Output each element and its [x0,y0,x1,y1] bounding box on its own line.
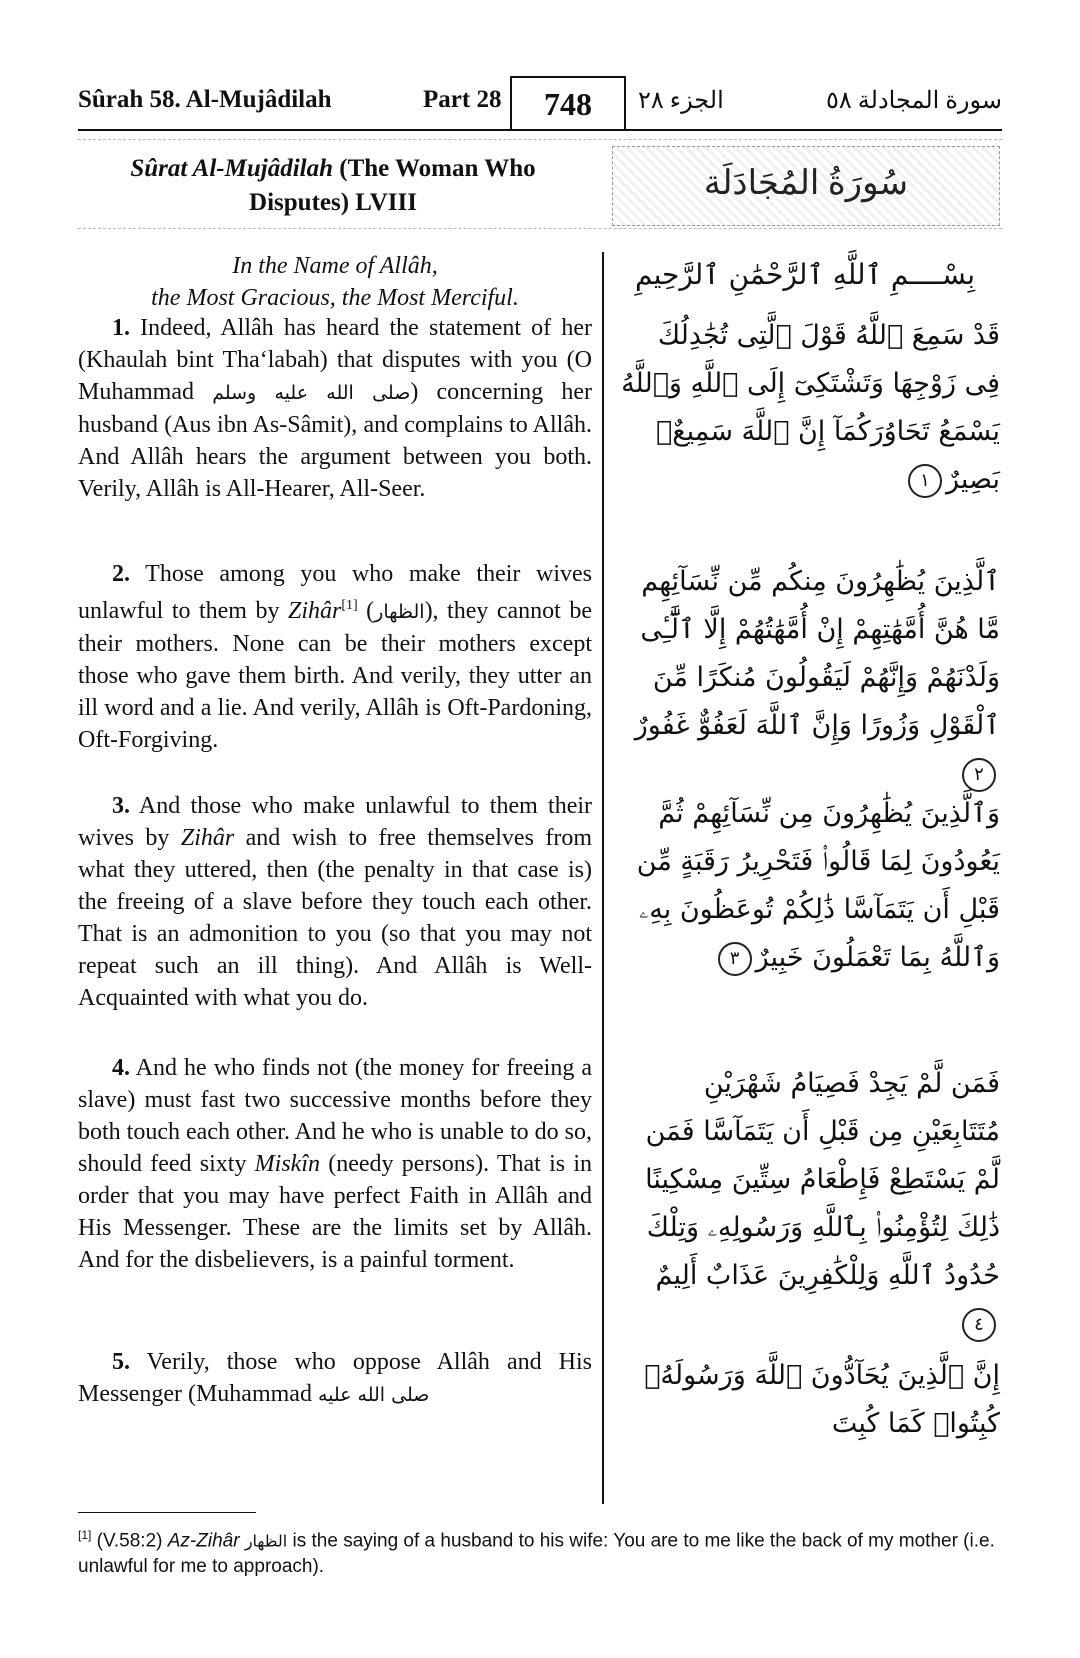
footnote-lead: (V.58:2) [91,1530,168,1552]
verse-arabic-text: ٱلَّذِينَ يُظَٰهِرُونَ مِنكُم مِّن نِّسَآئِهِم مَّا هُنَّ أُمَّهَٰتِهِمْ إِنْ أُمَّهَٰتُهُمْ إِلَّا ٱلَّٰٓـِٔى وَلَدْنَهُمْ وَإِنَّهُمْ لَيَقُولُونَ مُنكَرًا مِّنَ ٱلْقَوْلِ وَزُورًا وَإِنَّ ٱللَّهَ لَعَفُوٌّ غَفُورٌ [634,566,1000,741]
verse-3-arabic [620,790,1000,982]
header-part: Part 28 [423,86,502,113]
term-arabic: الظهار [374,601,425,623]
title-top-border [78,139,1002,140]
footnote-term: Az-Zihâr [167,1530,240,1552]
term-italic: Zihâr [180,825,235,851]
surah-calligraphy: سُورَةُ المُجَادَلَة [703,165,909,202]
header-rule [78,129,1002,131]
surah-title-rest: (The Woman Who Disputes) LVIII [249,155,536,216]
basmala-english-line2: the Most Gracious, the Most Merciful. [151,285,519,311]
footnote-reference[interactable]: [1] [341,598,358,613]
ayah-number-marker: ٣ [718,942,752,976]
ayah-number-marker: ١ [908,464,942,498]
ayah-number-marker: ٤ [962,1308,996,1342]
verse-2-arabic [620,558,1000,798]
page-number: 748 [510,76,626,130]
verse-text: And he who finds not (the money for freeing a slave) must fast two successive months before they both touch each other. And he who is unable to do so, should feed sixty [78,1055,592,1177]
verse-text: Indeed, Allâh has heard the statement of her (Khaulah bint Tha‘labah) that disputes with you (O Muhammad [78,315,592,405]
salutation-arabic: صلى الله عليه [317,1384,430,1406]
basmala-english-line1: In the Name of Allâh, [232,253,438,279]
verse-4-english [78,1052,592,1276]
basmala-english [78,250,592,314]
footnote-marker: [1] [78,1528,92,1542]
footnote [78,1522,1002,1580]
verse-5-arabic [620,1352,1000,1448]
header-surah-title: Sûrah 58. Al-Mujâdilah [78,86,332,113]
verse-text: And those who make unlawful to them their wives by [78,793,592,851]
verse-1-english [78,312,592,505]
verse-number: 5. [112,1349,130,1375]
verse-text: ) concerning her husband (Aus ibn As-Sâmit), and complains to Allâh. And Allâh hears the argument between you both. Verily, Allâh is All-Hearer, All-Seer. [78,379,592,502]
verse-text: Verily, those who oppose Allâh and His Messenger (Muhammad [78,1349,592,1407]
footnote-term-arabic: الظهار [244,1531,288,1551]
page-header [78,80,1002,130]
verse-arabic-text: إِنَّ ٱلَّذِينَ يُحَآدُّونَ ٱللَّهَ وَرَسُولَهُۥ كُبِتُوا۟ كَمَا كُبِتَ [644,1360,1000,1439]
basmala-arabic: بِسْــــمِ ٱللَّهِ ٱلرَّحْمَٰنِ ٱلرَّحِيمِ [634,258,976,291]
verse-text: ), they cannot be their mothers. None can be their mothers except those who gave them birth. And verily, they utter an ill word and a lie. And verily, Allâh is Oft-Pardoning, Oft-Forgiving. [78,598,593,753]
surah-title-italic: Sûrat Al-Mujâdilah [130,155,333,182]
verse-number: 1. [112,315,130,341]
verse-text: (needy persons). That is in order that you may have perfect Faith in Allâh and His Messenger. These are the limits set by Allâh. And for the disbelievers, is a painful torment. [78,1151,592,1273]
verse-2-english [78,558,592,756]
verse-number: 2. [112,561,130,587]
verse-arabic-text: قَدْ سَمِعَ ٱللَّهُ قَوْلَ ٱلَّتِى تُجَٰدِلُكَ فِى زَوْجِهَا وَتَشْتَكِىٓ إِلَى ٱللَّهِ وَٱللَّهُ يَسْمَعُ تَحَاوُرَكُمَآ إِنَّ ٱللَّهَ سَمِيعٌۢ بَصِيرٌ [621,320,1000,495]
ayah-number-marker: ٢ [962,758,996,792]
verse-text: Those among you who make their wives unlawful to them by [78,561,592,624]
verse-number: 4. [112,1055,130,1081]
header-arabic-part: الجزء ٢٨ [638,88,724,114]
verse-3-english [78,790,592,1014]
verse-arabic-text: وَٱلَّذِينَ يُظَٰهِرُونَ مِن نِّسَآئِهِمْ ثُمَّ يَعُودُونَ لِمَا قَالُوا۟ فَتَحْرِيرُ رَقَبَةٍ مِّن قَبْلِ أَن يَتَمَآسَّا ذَٰلِكُمْ تُوعَظُونَ بِهِۦ وَٱللَّهُ بِمَا تَعْمَلُونَ خَبِيرٌ [636,798,1000,973]
verse-text: and wish to free themselves from what they uttered, then (the penalty in that case is) the freeing of a slave before they touch each other. That is an admonition to you (so that you may not repeat such an ill thing). And Allâh is Well-Acquainted with what you do. [78,825,592,1011]
salutation-arabic: صلى الله عليه وسلم [212,382,411,404]
term-italic: Miskîn [254,1151,320,1177]
footnote-rule [78,1512,256,1513]
term-italic: Zihâr [287,598,342,624]
surah-title [78,152,588,220]
column-divider [602,252,604,1504]
footnote-text: is the saying of a husband to his wife: You are to me like the back of my mother (i.e. unlawful for me to approach). [78,1530,995,1578]
verse-4-arabic [620,1060,1000,1348]
verse-1-arabic [620,312,1000,504]
verse-5-english [78,1346,592,1411]
header-arabic-surah: سورة المجادلة ٥٨ [826,88,1002,114]
verse-arabic-text: فَمَن لَّمْ يَجِدْ فَصِيَامُ شَهْرَيْنِ مُتَتَابِعَيْنِ مِن قَبْلِ أَن يَتَمَآسَّا فَمَن لَّمْ يَسْتَطِعْ فَإِطْعَامُ سِتِّينَ مِسْكِينًا ذَٰلِكَ لِتُؤْمِنُوا۟ بِٱللَّهِ وَرَسُولِهِۦ وَتِلْكَ حُدُودُ ٱللَّهِ وَلِلْكَٰفِرِينَ عَذَابٌ أَلِيمٌ [645,1068,1000,1291]
verse-text: ( [357,598,375,624]
title-bottom-border [78,228,1002,229]
surah-calligraphy-panel [612,146,1000,226]
verse-number: 3. [112,793,130,819]
